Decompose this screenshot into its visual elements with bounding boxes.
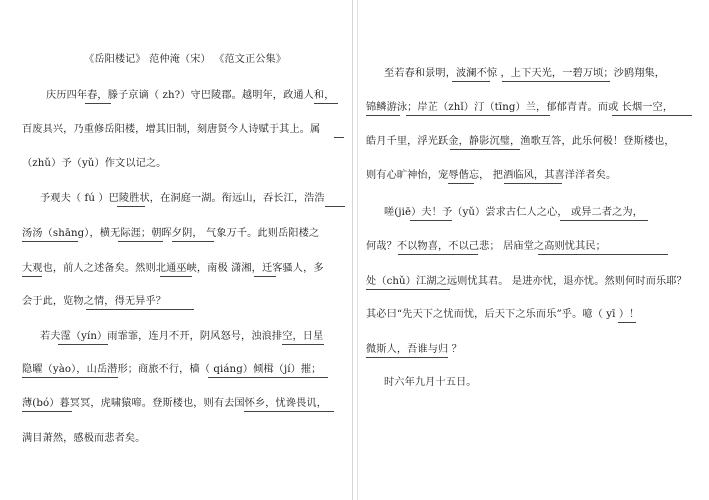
text-line: 隐曜（yào），山岳潜形；商旅不行，樯（ qiáng）倾楫（jí）摧； [22, 364, 322, 375]
text-line: 时六年九月十五日。 [384, 377, 477, 388]
phrase-underline [22, 377, 118, 378]
phrase-underline [502, 81, 610, 82]
phrase-underline [452, 81, 490, 82]
text-line: 会于此，览物之情，得无异乎？ [22, 296, 167, 307]
phrase-underline [398, 254, 478, 255]
phrase-underline [117, 206, 145, 207]
text-line: 何哉？不以物喜，不以己悲； 居庙堂之高则忧其民； [366, 241, 606, 252]
phrase-underline [450, 149, 520, 150]
text-line: 满目萧然，感极而悲者矣。 [22, 433, 146, 444]
phrase-underline [538, 254, 668, 255]
phrase-underline [410, 220, 452, 221]
fill-blank-underline [314, 103, 338, 104]
phrase-underline [366, 289, 450, 290]
phrase-underline [22, 411, 72, 412]
text-line: 汤汤（shāng），横无际涯；朝晖夕阴， 气象万千。此则岳阳楼之 [22, 228, 320, 239]
phrase-underline [22, 241, 78, 242]
text-line: 皓月千里，浮光跃金，静影沉璧，渔歌互答，此乐何极！登斯楼也， [366, 136, 675, 147]
text-line: 其必曰“先天下之忧而忧，后天下之乐而乐”乎。噫（ yī ）！ [366, 309, 640, 320]
fill-blank-underline [85, 103, 111, 104]
text-line: 微斯人，吾谁与归 ？ [366, 344, 462, 355]
phrase-underline [366, 357, 448, 358]
phrase-underline [254, 276, 276, 277]
text-line: 嗟(jiē）夫！予（yǔ）尝求古仁人之心， 或异二者之为， [384, 207, 643, 218]
phrase-underline [366, 115, 400, 116]
fill-blank-underline [334, 137, 344, 138]
text-line: 锦鳞游泳；岸芷（zhǐ）汀（tīng）兰，郁郁青青。而或 长烟一空， [366, 102, 674, 113]
text-line: 大观也，前人之述备矣。然则北通巫峡，南极 潇湘，迁客骚人，多 [22, 263, 324, 274]
phrase-underline [118, 241, 163, 242]
text-line: 则有心旷神怡，宠辱偕忘， 把酒临风，其喜洋洋者矣。 [366, 170, 617, 181]
phrase-underline [448, 183, 474, 184]
phrase-underline [406, 115, 550, 116]
text-line: 至若春和景明，波澜不惊 ，上下天光，一碧万顷；沙鸥翔集， [384, 68, 666, 79]
phrase-underline [22, 276, 42, 277]
phrase-underline [208, 377, 328, 378]
fill-blank-underline [325, 206, 345, 207]
fill-blank-underline [618, 322, 636, 323]
text-line: 处（chǔ）江湖之远则忧其君。 是进亦忧，退亦忧。然则何时而乐耶？ [366, 276, 687, 287]
phrase-underline [560, 220, 648, 221]
text-line: 若夫霪（yín）雨霏霏，连月不开，阴风怒号，浊浪排空，日星 [40, 331, 324, 342]
phrase-underline [58, 344, 108, 345]
text-line: 庆历四年春，滕子京谪（ zh?）守巴陵郡。越明年，政通人和， [46, 90, 335, 101]
phrase-underline [282, 344, 324, 345]
phrase-underline [172, 241, 214, 242]
text-line: 薄(bó）暮冥冥，虎啸猿啼。登斯楼也，则有去国怀乡，忧谗畏讥， [22, 398, 327, 409]
text-line: 百废具兴，乃重修岳阳楼，增其旧制，刻唐贤今人诗赋于其上。属 [22, 124, 321, 135]
phrase-underline [504, 183, 562, 184]
left-page [0, 0, 353, 500]
title-line: 《岳阳楼记》 范仲淹（宋） 《范文正公集》 [84, 54, 287, 65]
text-line: 予观夫（ fú ）巴陵胜状，在洞庭一湖。衔远山，吞长江，浩浩 [40, 193, 325, 204]
right-page [357, 0, 709, 500]
phrase-underline [612, 115, 692, 116]
text-line: （zhǔ）予（yǔ）作文以记之。 [22, 158, 167, 169]
phrase-underline [244, 411, 334, 412]
phrase-underline [86, 309, 194, 310]
phrase-underline [160, 276, 192, 277]
